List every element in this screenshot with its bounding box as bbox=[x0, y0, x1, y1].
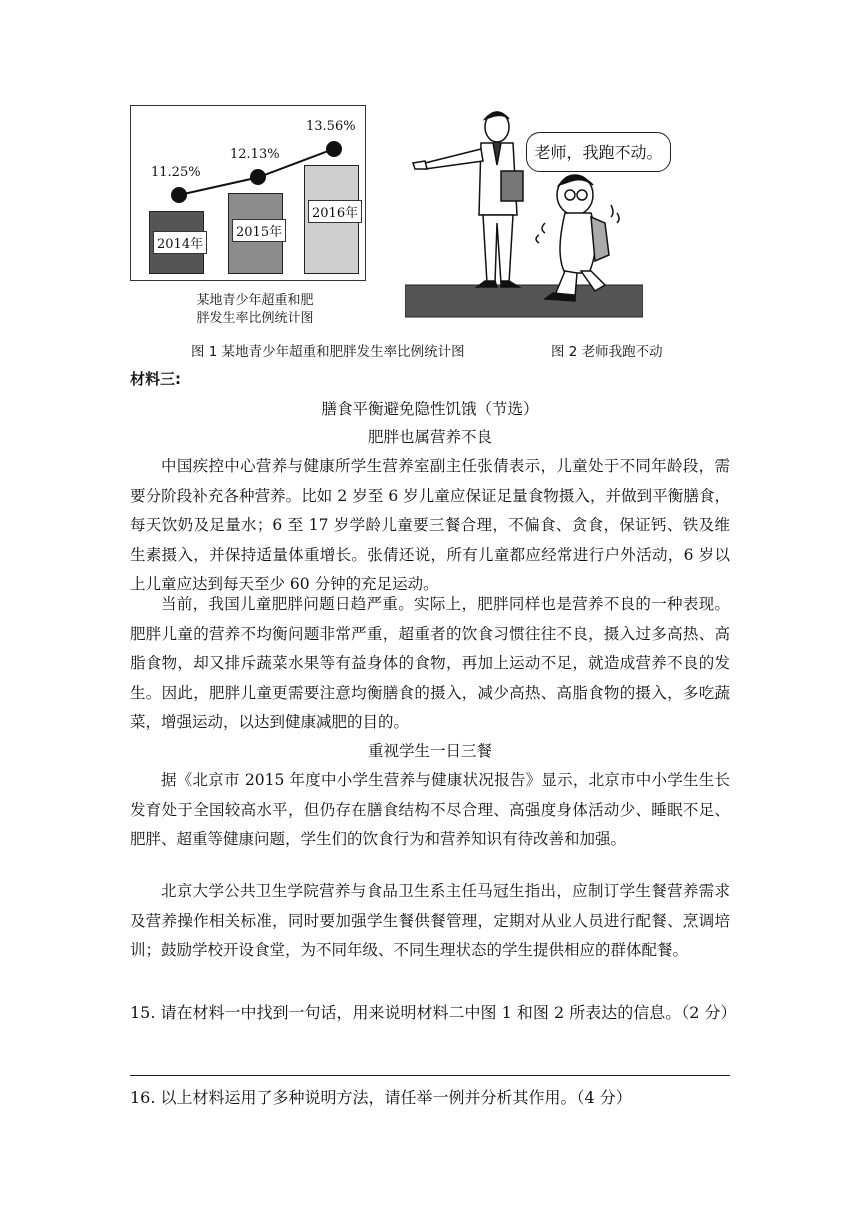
bar-category-label: 2015年 bbox=[232, 219, 286, 242]
chart-inner-caption-line1: 某地青少年超重和肥 bbox=[196, 293, 314, 308]
chart-inner-caption-line2: 胖发生率比例统计图 bbox=[196, 311, 314, 326]
section1-title: 肥胖也属营养不良 bbox=[367, 428, 492, 446]
overweight-rate-chart bbox=[130, 105, 366, 281]
paragraph-2: 当前，我国儿童肥胖问题日趋严重。实际上，肥胖同样也是营养不良的一种表现。肥胖儿童的营养不均衡问题非常严重，超重者的饮食习惯往往不良，摄入过多高热、高脂食物，却又排斥蔬菜水果等有益身体的食物，再加上运动不足，就造成营养不良的发生。因此，肥胖儿童更需要注意均衡膳食的摄入，减少高热、高脂食物的摄入，多吃蔬菜，增强运动，以达到健康减肥的目的。 bbox=[130, 595, 730, 731]
paragraph-1: 中国疾控中心营养与健康所学生营养室副主任张倩表示，儿童处于不同年龄段，需要分阶段补充各种营养。比如 2 岁至 6 岁儿童应保证足量食物摄入，并做到平衡膳食，每天饮奶及足量水；6 至 17 岁学龄儿童要三餐合理，不偏食、贪食，保证钙、铁及维生素摄入，并保持适量体重增长。张倩还说，所有儿童都应经常进行户外活动，6 岁以上儿童应达到每天至少 60 分钟的充足运动。 bbox=[130, 457, 730, 593]
data-value-label: 11.25% bbox=[151, 165, 201, 180]
speech-bubble: 老师，我跑不动。 bbox=[526, 132, 671, 172]
paragraph-4: 北京大学公共卫生学院营养与食品卫生系主任马冠生指出，应制订学生餐营养需求及营养操作相关标准，同时要加强学生餐供餐管理，定期对从业人员进行配餐、烹调培训；鼓励学校开设食堂，为不同年级、不同生理状态的学生提供相应的群体配餐。 bbox=[130, 882, 730, 959]
question-16: 16. 以上材料运用了多种说明方法，请任举一例并分析其作用。（4 分） bbox=[130, 1088, 632, 1107]
data-value-label: 13.56% bbox=[306, 118, 356, 134]
paragraph-3: 据《北京市 2015 年度中小学生营养与健康状况报告》显示，北京市中小学生生长发育处于全国较高水平，但仍存在膳食结构不尽合理、高强度身体活动少、睡眠不足、肥胖、超重等健康问题，学生们的饮食行为和营养知识有待改善和加强。 bbox=[130, 771, 730, 848]
data-point bbox=[326, 141, 342, 157]
figure2-caption: 图 2 老师我跑不动 bbox=[551, 344, 663, 360]
article-title: 膳食平衡避免隐性饥饿（节选） bbox=[321, 400, 539, 418]
figure1-caption: 图 1 某地青少年超重和肥胖发生率比例统计图 bbox=[191, 344, 465, 360]
question-15: 15. 请在材料一中找到一句话，用来说明材料二中图 1 和图 2 所表达的信息。（2 分） bbox=[130, 1003, 737, 1022]
section2-title: 重视学生一日三餐 bbox=[367, 742, 492, 760]
data-point bbox=[171, 187, 187, 203]
bar-category-label: 2014年 bbox=[153, 231, 207, 254]
bar-category-label: 2016年 bbox=[308, 200, 362, 223]
answer-line bbox=[130, 1075, 730, 1076]
data-value-label: 12.13% bbox=[230, 147, 280, 163]
chart-inner-caption bbox=[190, 292, 320, 328]
cartoon-teacher-student bbox=[405, 105, 663, 320]
material3-label: 材料三: bbox=[130, 370, 181, 388]
